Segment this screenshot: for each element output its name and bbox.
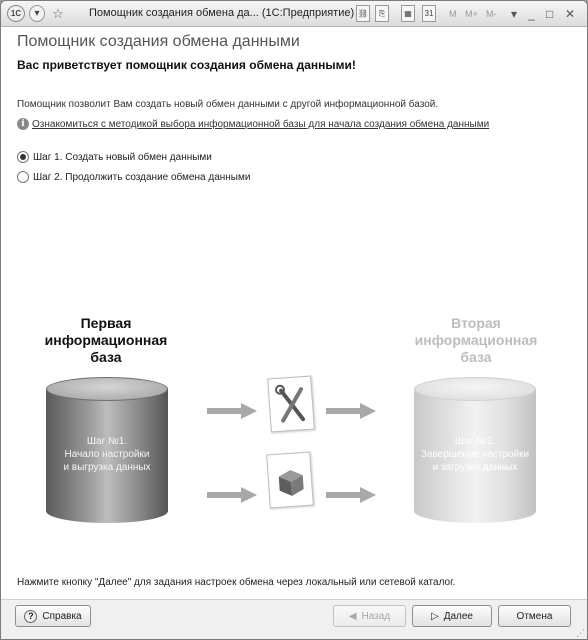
window-menu-icon[interactable]: ▾	[511, 6, 518, 21]
second-database-icon	[414, 377, 536, 535]
main-menu-button[interactable]	[29, 5, 45, 22]
calculator-icon[interactable]: ▦	[401, 5, 415, 22]
chevron-down-icon: ▾	[34, 8, 40, 19]
first-db-title: Первая информационная база	[44, 315, 168, 365]
exchange-diagram	[1, 301, 588, 551]
description-text: Помощник позволит Вам создать новый обмен данными с другой информационной базой.	[17, 99, 439, 110]
calendar-icon[interactable]: 31	[422, 5, 436, 22]
arrow-left-icon: ◀	[348, 610, 357, 622]
resize-grip-icon[interactable]: ⋰	[576, 628, 585, 638]
radio-label: Шаг 2. Продолжить создание обмена данными	[33, 171, 251, 183]
arrow-right-icon	[326, 487, 376, 503]
app-logo-icon[interactable]: 1С	[7, 5, 25, 22]
memory-minus-button[interactable]: M-	[486, 8, 497, 19]
window-title: Помощник создания обмена да... (1С:Предприятие)	[89, 7, 355, 19]
arrow-right-icon	[207, 487, 257, 503]
radio-button-unchecked[interactable]	[17, 171, 29, 183]
title-bar	[1, 1, 587, 27]
link-icon[interactable]: ⛓	[356, 5, 370, 22]
arrow-right-icon	[207, 403, 257, 419]
memory-m-button[interactable]: M	[449, 8, 457, 19]
radio-button-checked[interactable]	[17, 151, 29, 163]
method-link-row	[17, 118, 489, 130]
maximize-icon[interactable]: □	[546, 6, 554, 21]
help-button[interactable]: ? Справка	[15, 605, 91, 627]
info-icon: i	[17, 118, 29, 130]
minimize-icon[interactable]: _	[528, 6, 535, 21]
arrow-right-icon: ▷	[431, 610, 439, 622]
help-icon: ?	[24, 610, 37, 623]
second-db-title: Вторая информационная база	[414, 315, 538, 365]
radio-option-step1[interactable]	[17, 151, 212, 163]
favorite-star-icon[interactable]: ☆	[52, 5, 64, 21]
first-database-icon	[46, 377, 168, 535]
memory-plus-button[interactable]: M+	[465, 8, 478, 19]
method-link[interactable]: Ознакомиться с методикой выбора информационной базы для начала создания обмена данными	[32, 118, 490, 130]
cancel-button[interactable]: Отмена	[498, 605, 571, 627]
arrow-right-icon	[326, 403, 376, 419]
radio-option-step2[interactable]	[17, 171, 250, 183]
button-bar	[1, 599, 587, 640]
welcome-heading: Вас приветствует помощник создания обмена данными!	[17, 58, 356, 72]
data-package-icon	[266, 452, 314, 509]
next-button[interactable]: ▷ Далее	[412, 605, 492, 627]
radio-label: Шаг 1. Создать новый обмен данными	[33, 151, 212, 163]
back-button[interactable]: ◀ Назад	[333, 605, 406, 627]
close-icon[interactable]: ✕	[565, 6, 576, 21]
copy-icon[interactable]: ⎘	[375, 5, 389, 22]
second-db-step-text: Шаг №2. Завершение настройки и загрузка данных	[420, 436, 530, 473]
settings-tools-icon	[267, 376, 315, 433]
footer-hint: Нажмите кнопку "Далее" для задания настроек обмена через локальный или сетевой каталог.	[17, 577, 456, 588]
first-db-step-text: Шаг №1. Начало настройки и выгрузка данных	[63, 436, 151, 473]
page-title: Помощник создания обмена данными	[17, 33, 300, 50]
